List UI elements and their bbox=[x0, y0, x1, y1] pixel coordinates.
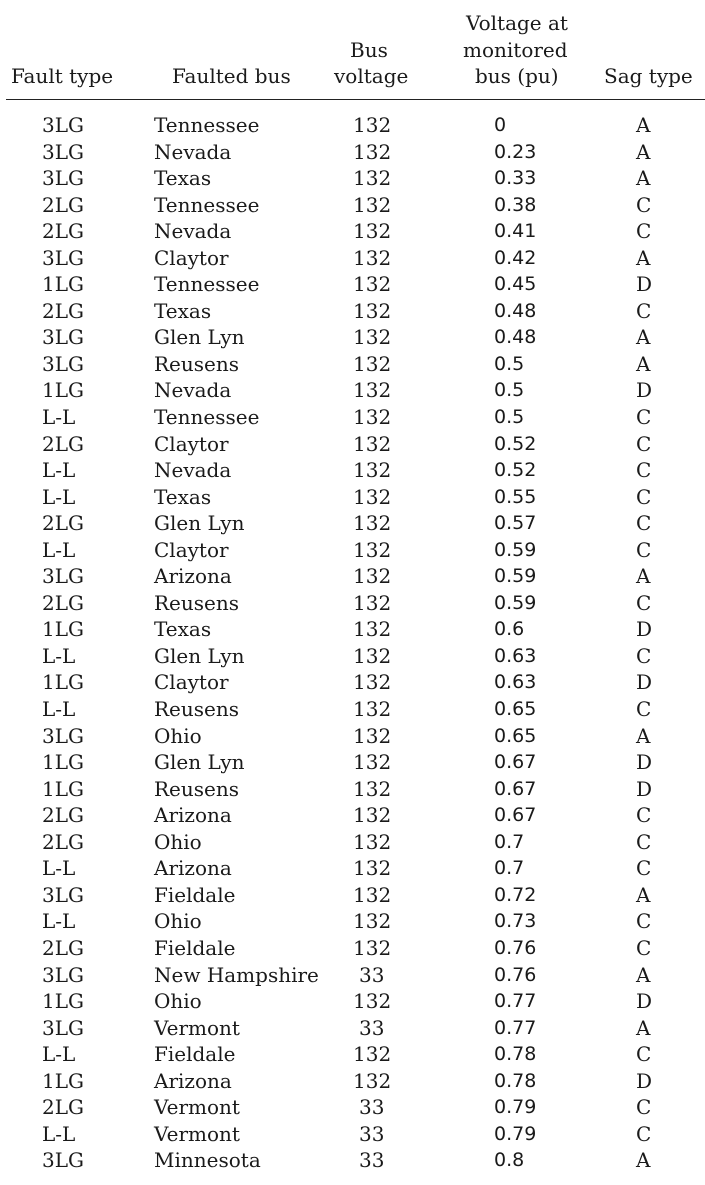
cell-monitored-voltage: 0.23 bbox=[494, 140, 537, 163]
table-row bbox=[0, 298, 705, 325]
cell-monitored-voltage: 0.67 bbox=[494, 777, 537, 800]
cell-faulted-bus: Ohio bbox=[154, 909, 202, 934]
cell-bus-voltage: 132 bbox=[353, 803, 392, 828]
cell-monitored-voltage: 0 bbox=[494, 114, 507, 136]
cell-fault-type: 2LG bbox=[42, 431, 84, 456]
cell-faulted-bus: Reusens bbox=[154, 590, 240, 615]
cell-sag-type: C bbox=[636, 219, 652, 244]
cell-bus-voltage: 132 bbox=[353, 750, 392, 775]
cell-monitored-voltage: 0.5 bbox=[494, 406, 525, 429]
cell-bus-voltage: 132 bbox=[353, 882, 392, 907]
cell-fault-type: 2LG bbox=[42, 219, 84, 244]
cell-fault-type: 2LG bbox=[42, 590, 84, 615]
cell-monitored-voltage: 0.67 bbox=[494, 751, 537, 774]
cell-fault-type: 3LG bbox=[42, 113, 84, 137]
cell-sag-type: C bbox=[636, 1042, 652, 1067]
cell-fault-type: L-L bbox=[42, 1042, 76, 1067]
table-row bbox=[0, 988, 705, 1015]
cell-sag-type: D bbox=[636, 617, 653, 642]
cell-faulted-bus: Claytor bbox=[154, 670, 229, 695]
table-row bbox=[0, 776, 705, 803]
cell-sag-type: A bbox=[636, 723, 651, 748]
cell-sag-type: D bbox=[636, 750, 653, 775]
cell-bus-voltage: 132 bbox=[353, 617, 392, 642]
cell-monitored-voltage: 0.67 bbox=[494, 804, 537, 827]
cell-sag-type: A bbox=[636, 564, 651, 589]
cell-sag-type: D bbox=[636, 1068, 653, 1093]
table-row bbox=[0, 271, 705, 298]
table-row bbox=[0, 802, 705, 829]
cell-fault-type: 3LG bbox=[42, 564, 84, 589]
cell-bus-voltage: 33 bbox=[359, 1148, 385, 1173]
table-row bbox=[0, 1015, 705, 1042]
cell-sag-type: C bbox=[636, 458, 652, 483]
cell-monitored-voltage: 0.55 bbox=[494, 485, 537, 508]
cell-sag-type: A bbox=[636, 139, 651, 164]
cell-fault-type: 3LG bbox=[42, 1148, 84, 1173]
table-row bbox=[0, 563, 705, 590]
cell-fault-type: 2LG bbox=[42, 192, 84, 217]
cell-fault-type: L-L bbox=[42, 537, 76, 562]
cell-faulted-bus: Tennessee bbox=[154, 192, 260, 217]
cell-bus-voltage: 132 bbox=[353, 219, 392, 244]
cell-monitored-voltage: 0.76 bbox=[494, 936, 537, 959]
cell-fault-type: 1LG bbox=[42, 670, 84, 695]
cell-faulted-bus: Claytor bbox=[154, 431, 229, 456]
table-row bbox=[0, 882, 705, 909]
cell-fault-type: L-L bbox=[42, 643, 76, 668]
cell-sag-type: C bbox=[636, 431, 652, 456]
cell-bus-voltage: 132 bbox=[353, 1068, 392, 1093]
cell-bus-voltage: 132 bbox=[353, 564, 392, 589]
table-row bbox=[0, 351, 705, 378]
header-bus-voltage-line2: voltage bbox=[334, 64, 409, 88]
table-row bbox=[0, 431, 705, 458]
header-fault-type: Fault type bbox=[11, 64, 114, 88]
cell-bus-voltage: 132 bbox=[353, 484, 392, 509]
cell-faulted-bus: Fieldale bbox=[154, 1042, 236, 1067]
header-monitored-line2: monitored bbox=[463, 38, 568, 62]
cell-monitored-voltage: 0.65 bbox=[494, 724, 537, 747]
cell-faulted-bus: Vermont bbox=[154, 1121, 240, 1146]
cell-faulted-bus: Fieldale bbox=[154, 882, 236, 907]
cell-fault-type: L-L bbox=[42, 484, 76, 509]
cell-bus-voltage: 132 bbox=[353, 139, 392, 164]
table-row bbox=[0, 643, 705, 670]
table-row bbox=[0, 192, 705, 219]
cell-sag-type: D bbox=[636, 378, 653, 403]
cell-fault-type: 3LG bbox=[42, 139, 84, 164]
cell-sag-type: C bbox=[636, 511, 652, 536]
cell-monitored-voltage: 0.63 bbox=[494, 644, 537, 667]
cell-bus-voltage: 132 bbox=[353, 1042, 392, 1067]
cell-faulted-bus: Glen Lyn bbox=[154, 643, 245, 668]
cell-faulted-bus: Nevada bbox=[154, 139, 232, 164]
cell-faulted-bus: Ohio bbox=[154, 723, 202, 748]
cell-bus-voltage: 132 bbox=[353, 590, 392, 615]
cell-faulted-bus: Glen Lyn bbox=[154, 750, 245, 775]
cell-fault-type: 1LG bbox=[42, 989, 84, 1014]
table-row bbox=[0, 1068, 705, 1095]
cell-fault-type: 1LG bbox=[42, 776, 84, 801]
cell-bus-voltage: 33 bbox=[359, 962, 385, 987]
cell-faulted-bus: Claytor bbox=[154, 537, 229, 562]
cell-faulted-bus: Ohio bbox=[154, 829, 202, 854]
cell-sag-type: C bbox=[636, 192, 652, 217]
table-row bbox=[0, 669, 705, 696]
cell-bus-voltage: 33 bbox=[359, 1121, 385, 1146]
cell-bus-voltage: 132 bbox=[353, 113, 392, 137]
cell-bus-voltage: 132 bbox=[353, 935, 392, 960]
cell-faulted-bus: Glen Lyn bbox=[154, 511, 245, 536]
table-row bbox=[0, 855, 705, 882]
cell-fault-type: L-L bbox=[42, 405, 76, 430]
cell-sag-type: C bbox=[636, 298, 652, 323]
cell-fault-type: 1LG bbox=[42, 272, 84, 297]
cell-sag-type: A bbox=[636, 882, 651, 907]
cell-monitored-voltage: 0.59 bbox=[494, 538, 537, 561]
cell-bus-voltage: 132 bbox=[353, 192, 392, 217]
header-bus-voltage-line1: Bus bbox=[350, 38, 388, 62]
cell-sag-type: A bbox=[636, 245, 651, 270]
cell-bus-voltage: 132 bbox=[353, 272, 392, 297]
cell-sag-type: C bbox=[636, 935, 652, 960]
table-row bbox=[0, 723, 705, 750]
cell-bus-voltage: 132 bbox=[353, 537, 392, 562]
cell-faulted-bus: Arizona bbox=[154, 803, 232, 828]
cell-fault-type: 3LG bbox=[42, 351, 84, 376]
table-row bbox=[0, 377, 705, 404]
cell-bus-voltage: 132 bbox=[353, 325, 392, 350]
table-row bbox=[0, 1094, 705, 1121]
cell-faulted-bus: Vermont bbox=[154, 1095, 240, 1120]
cell-monitored-voltage: 0.72 bbox=[494, 883, 537, 906]
header-monitored-line1: Voltage at bbox=[466, 11, 568, 35]
cell-faulted-bus: New Hampshire bbox=[154, 962, 319, 987]
cell-fault-type: 3LG bbox=[42, 166, 84, 191]
cell-faulted-bus: Tennessee bbox=[154, 272, 260, 297]
cell-sag-type: A bbox=[636, 351, 651, 376]
cell-fault-type: 2LG bbox=[42, 511, 84, 536]
cell-sag-type: C bbox=[636, 1095, 652, 1120]
cell-monitored-voltage: 0.76 bbox=[494, 963, 537, 986]
cell-bus-voltage: 132 bbox=[353, 670, 392, 695]
cell-faulted-bus: Texas bbox=[154, 298, 212, 323]
cell-monitored-voltage: 0.77 bbox=[494, 990, 537, 1013]
cell-fault-type: 2LG bbox=[42, 829, 84, 854]
cell-fault-type: 2LG bbox=[42, 1095, 84, 1120]
cell-fault-type: L-L bbox=[42, 697, 76, 722]
cell-monitored-voltage: 0.78 bbox=[494, 1043, 537, 1066]
cell-monitored-voltage: 0.42 bbox=[494, 246, 537, 269]
cell-fault-type: 3LG bbox=[42, 723, 84, 748]
cell-fault-type: L-L bbox=[42, 458, 76, 483]
cell-faulted-bus: Nevada bbox=[154, 458, 232, 483]
cell-sag-type: D bbox=[636, 776, 653, 801]
cell-faulted-bus: Vermont bbox=[154, 1015, 240, 1040]
table-row bbox=[0, 590, 705, 617]
table-row bbox=[0, 908, 705, 935]
cell-faulted-bus: Texas bbox=[154, 166, 212, 191]
cell-bus-voltage: 132 bbox=[353, 697, 392, 722]
cell-bus-voltage: 132 bbox=[353, 989, 392, 1014]
cell-faulted-bus: Texas bbox=[154, 617, 212, 642]
cell-monitored-voltage: 0.45 bbox=[494, 273, 537, 296]
cell-monitored-voltage: 0.52 bbox=[494, 432, 537, 455]
table-row bbox=[0, 404, 705, 431]
cell-monitored-voltage: 0.7 bbox=[494, 857, 525, 880]
table-row bbox=[0, 935, 705, 962]
cell-bus-voltage: 132 bbox=[353, 723, 392, 748]
cell-faulted-bus: Reusens bbox=[154, 351, 240, 376]
cell-faulted-bus: Ohio bbox=[154, 989, 202, 1014]
cell-faulted-bus: Claytor bbox=[154, 245, 229, 270]
cell-fault-type: 3LG bbox=[42, 245, 84, 270]
cell-monitored-voltage: 0.5 bbox=[494, 352, 525, 375]
cell-faulted-bus: Arizona bbox=[154, 1068, 232, 1093]
cell-bus-voltage: 132 bbox=[353, 458, 392, 483]
cell-fault-type: 2LG bbox=[42, 298, 84, 323]
cell-sag-type: A bbox=[636, 1015, 651, 1040]
cell-monitored-voltage: 0.7 bbox=[494, 830, 525, 853]
cell-faulted-bus: Tennessee bbox=[154, 405, 260, 430]
table-row bbox=[0, 484, 705, 511]
cell-faulted-bus: Tennessee bbox=[154, 113, 260, 137]
cell-monitored-voltage: 0.63 bbox=[494, 671, 537, 694]
table-row bbox=[0, 1041, 705, 1068]
cell-fault-type: 2LG bbox=[42, 935, 84, 960]
cell-bus-voltage: 132 bbox=[353, 245, 392, 270]
cell-fault-type: 3LG bbox=[42, 325, 84, 350]
cell-faulted-bus: Fieldale bbox=[154, 935, 236, 960]
cell-bus-voltage: 132 bbox=[353, 298, 392, 323]
cell-faulted-bus: Texas bbox=[154, 484, 212, 509]
cell-fault-type: 1LG bbox=[42, 750, 84, 775]
cell-sag-type: D bbox=[636, 272, 653, 297]
cell-fault-type: L-L bbox=[42, 909, 76, 934]
cell-bus-voltage: 33 bbox=[359, 1095, 385, 1120]
cell-bus-voltage: 132 bbox=[353, 829, 392, 854]
cell-sag-type: C bbox=[636, 405, 652, 430]
cell-monitored-voltage: 0.48 bbox=[494, 299, 537, 322]
cell-sag-type: C bbox=[636, 829, 652, 854]
cell-bus-voltage: 132 bbox=[353, 431, 392, 456]
cell-sag-type: A bbox=[636, 1148, 651, 1173]
cell-bus-voltage: 33 bbox=[359, 1015, 385, 1040]
table-row bbox=[0, 218, 705, 245]
cell-monitored-voltage: 0.79 bbox=[494, 1122, 537, 1145]
cell-bus-voltage: 132 bbox=[353, 378, 392, 403]
cell-faulted-bus: Nevada bbox=[154, 219, 232, 244]
table-row bbox=[0, 537, 705, 564]
cell-monitored-voltage: 0.41 bbox=[494, 220, 537, 243]
cell-faulted-bus: Arizona bbox=[154, 856, 232, 881]
cell-monitored-voltage: 0.65 bbox=[494, 698, 537, 721]
cell-sag-type: A bbox=[636, 962, 651, 987]
table-row bbox=[0, 139, 705, 166]
cell-bus-voltage: 132 bbox=[353, 856, 392, 881]
cell-faulted-bus: Arizona bbox=[154, 564, 232, 589]
cell-bus-voltage: 132 bbox=[353, 909, 392, 934]
cell-fault-type: 1LG bbox=[42, 378, 84, 403]
cell-fault-type: 2LG bbox=[42, 803, 84, 828]
cell-bus-voltage: 132 bbox=[353, 166, 392, 191]
cell-bus-voltage: 132 bbox=[353, 643, 392, 668]
cell-fault-type: L-L bbox=[42, 856, 76, 881]
cell-sag-type: D bbox=[636, 989, 653, 1014]
header-faulted-bus: Faulted bus bbox=[172, 64, 291, 88]
table-row bbox=[0, 510, 705, 537]
cell-fault-type: 3LG bbox=[42, 882, 84, 907]
header-sag-type: Sag type bbox=[604, 64, 693, 88]
cell-faulted-bus: Reusens bbox=[154, 697, 240, 722]
cell-bus-voltage: 132 bbox=[353, 405, 392, 430]
cell-monitored-voltage: 0.33 bbox=[494, 167, 537, 190]
table-row bbox=[0, 324, 705, 351]
cell-sag-type: C bbox=[636, 643, 652, 668]
table-row bbox=[0, 749, 705, 776]
cell-monitored-voltage: 0.48 bbox=[494, 326, 537, 349]
cell-monitored-voltage: 0.57 bbox=[494, 512, 537, 535]
table-row bbox=[0, 616, 705, 643]
cell-monitored-voltage: 0.52 bbox=[494, 459, 537, 482]
table-row bbox=[0, 165, 705, 192]
header-monitored-line3: bus (pu) bbox=[475, 64, 559, 88]
cell-bus-voltage: 132 bbox=[353, 776, 392, 801]
table-body bbox=[0, 112, 705, 1174]
cell-sag-type: A bbox=[636, 325, 651, 350]
cell-fault-type: 1LG bbox=[42, 617, 84, 642]
cell-fault-type: L-L bbox=[42, 1121, 76, 1146]
cell-monitored-voltage: 0.79 bbox=[494, 1096, 537, 1119]
cell-sag-type: C bbox=[636, 1121, 652, 1146]
table-header bbox=[0, 0, 705, 100]
cell-bus-voltage: 132 bbox=[353, 511, 392, 536]
cell-sag-type: C bbox=[636, 590, 652, 615]
cell-sag-type: A bbox=[636, 113, 651, 137]
cell-faulted-bus: Glen Lyn bbox=[154, 325, 245, 350]
cell-monitored-voltage: 0.5 bbox=[494, 379, 525, 402]
table-row bbox=[0, 829, 705, 856]
cell-sag-type: C bbox=[636, 856, 652, 881]
cell-monitored-voltage: 0.6 bbox=[494, 618, 525, 641]
table-row bbox=[0, 1121, 705, 1148]
cell-sag-type: C bbox=[636, 537, 652, 562]
table-row bbox=[0, 1147, 705, 1174]
cell-fault-type: 3LG bbox=[42, 1015, 84, 1040]
cell-sag-type: C bbox=[636, 484, 652, 509]
cell-monitored-voltage: 0.73 bbox=[494, 910, 537, 933]
header-rule bbox=[6, 99, 705, 100]
cell-faulted-bus: Nevada bbox=[154, 378, 232, 403]
table-row bbox=[0, 696, 705, 723]
cell-monitored-voltage: 0.38 bbox=[494, 193, 537, 216]
cell-sag-type: C bbox=[636, 697, 652, 722]
cell-monitored-voltage: 0.78 bbox=[494, 1069, 537, 1092]
cell-bus-voltage: 132 bbox=[353, 351, 392, 376]
cell-monitored-voltage: 0.59 bbox=[494, 591, 537, 614]
cell-sag-type: C bbox=[636, 909, 652, 934]
cell-faulted-bus: Reusens bbox=[154, 776, 240, 801]
cell-monitored-voltage: 0.59 bbox=[494, 565, 537, 588]
cell-sag-type: A bbox=[636, 166, 651, 191]
table-row bbox=[0, 962, 705, 989]
cell-fault-type: 1LG bbox=[42, 1068, 84, 1093]
table-row bbox=[0, 457, 705, 484]
cell-fault-type: 3LG bbox=[42, 962, 84, 987]
cell-faulted-bus: Minnesota bbox=[154, 1148, 261, 1173]
cell-monitored-voltage: 0.8 bbox=[494, 1149, 525, 1172]
table-row bbox=[0, 112, 705, 139]
table-row bbox=[0, 245, 705, 272]
cell-sag-type: D bbox=[636, 670, 653, 695]
cell-monitored-voltage: 0.77 bbox=[494, 1016, 537, 1039]
cell-sag-type: C bbox=[636, 803, 652, 828]
